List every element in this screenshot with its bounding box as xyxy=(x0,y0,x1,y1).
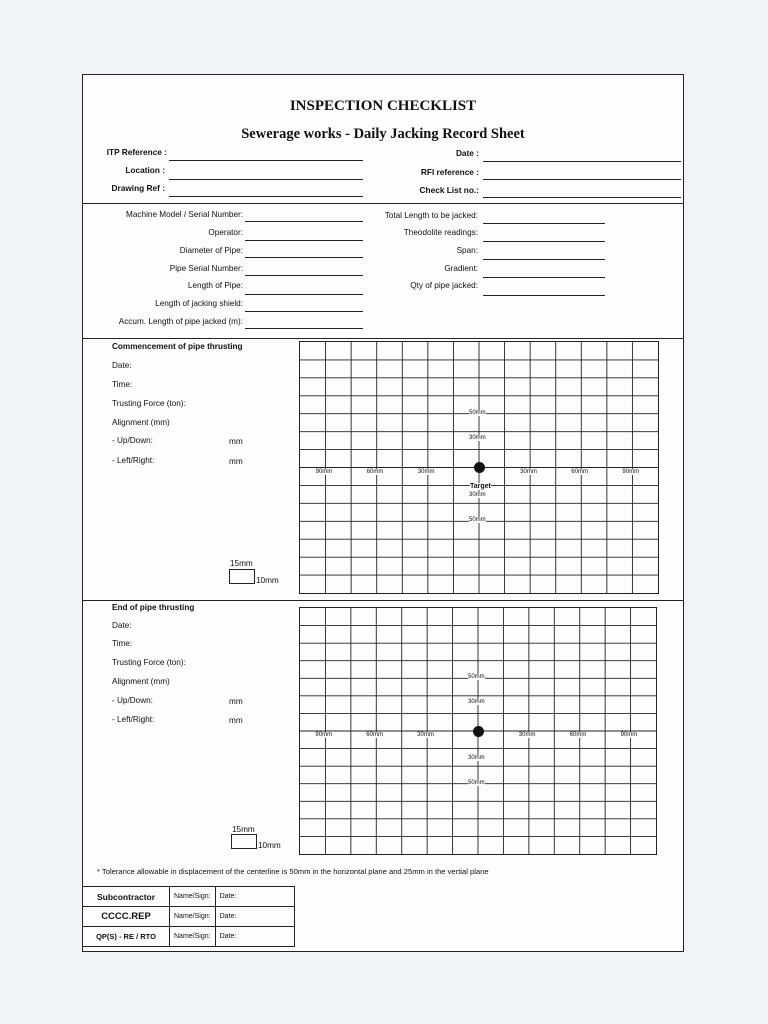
date-label: Date : xyxy=(455,148,479,158)
page-title: INSPECTION CHECKLIST xyxy=(289,98,477,114)
drawing-ref-label: Drawing Ref : xyxy=(111,183,165,193)
axis-tick-label: 30mm xyxy=(469,434,486,441)
span-label: Span: xyxy=(456,246,478,255)
axis-tick-label: 30mm xyxy=(468,698,485,705)
date-field[interactable]: Date: xyxy=(215,927,294,947)
span-field[interactable] xyxy=(483,259,605,260)
target-point xyxy=(473,726,484,737)
end-time-label: Time: xyxy=(112,639,133,648)
gradient-label: Gradient: xyxy=(444,264,478,273)
target-point xyxy=(474,462,485,473)
end-title: End of pipe thrusting xyxy=(112,603,195,612)
check-list-no-label: Check List no.: xyxy=(419,185,479,195)
diameter-label: Diameter of Pipe: xyxy=(179,246,243,255)
scale-width-label: 15mm xyxy=(230,559,253,568)
scale-width-label: 15mm xyxy=(232,825,255,834)
axis-tick-label: 50mm xyxy=(468,779,485,786)
commencement-alignment-label: Alignment (mm) xyxy=(112,418,170,427)
end-alignment-label: Alignment (mm) xyxy=(112,677,170,686)
axis-tick-label: 60mm xyxy=(571,468,588,475)
axis-tick-label: 50mm xyxy=(469,409,486,416)
end-leftright-label: - Left/Right: xyxy=(112,715,155,724)
length-of-pipe-field[interactable] xyxy=(245,294,363,295)
commencement-force-label: Trusting Force (ton): xyxy=(112,399,186,408)
axis-tick-label: 60mm xyxy=(366,468,384,475)
shield-length-label: Length of jacking shield: xyxy=(155,299,243,308)
location-label: Location : xyxy=(125,165,165,175)
axis-tick-label: 60mm xyxy=(366,732,383,738)
axis-tick-label: 60mm xyxy=(569,732,587,738)
total-length-label: Total Length to be jacked: xyxy=(384,211,478,220)
axis-tick-label: 90mm xyxy=(315,732,333,738)
alignment-grid-start xyxy=(299,341,659,594)
unit-label: mm xyxy=(229,457,243,466)
axis-tick-label: 30mm xyxy=(469,492,486,499)
axis-tick-label: 50mm xyxy=(468,674,485,681)
diameter-field[interactable] xyxy=(245,257,363,258)
axis-tick-label: 30mm xyxy=(520,468,537,475)
pipe-serial-field[interactable] xyxy=(245,275,363,276)
shield-length-field[interactable] xyxy=(245,311,363,312)
divider xyxy=(83,338,683,339)
operator-field[interactable] xyxy=(245,240,363,241)
theodolite-field[interactable] xyxy=(483,241,605,242)
accum-length-label: Accum. Length of pipe jacked (m): xyxy=(118,317,243,326)
scale-height-label: 10mm xyxy=(256,576,279,585)
page-subtitle: Sewerage works - Daily Jacking Record Sheet xyxy=(241,126,525,142)
date-field[interactable]: Date: xyxy=(215,887,294,907)
table-row xyxy=(83,907,295,927)
table-row xyxy=(83,927,295,947)
commencement-title: Commencement of pipe thrusting xyxy=(112,342,243,351)
tolerance-note: * Tolerance allowable in displacement of the centerline is 50mm in the horizontal plane and 25mm in the vertial plane xyxy=(97,867,489,876)
length-of-pipe-label: Length of Pipe: xyxy=(187,281,243,290)
qty-jacked-field[interactable] xyxy=(483,295,605,296)
axis-tick-label: 90mm xyxy=(620,732,638,738)
gradient-field[interactable] xyxy=(483,277,605,278)
rfi-reference-field[interactable] xyxy=(483,179,681,180)
divider xyxy=(83,203,683,204)
commencement-date-label: Date: xyxy=(112,361,132,370)
scale-height-label: 10mm xyxy=(258,841,281,850)
operator-label: Operator: xyxy=(208,228,243,237)
machine-model-label: Machine Model / Serial Number: xyxy=(126,210,243,219)
theodolite-label: Theodolite readings: xyxy=(403,228,478,237)
end-updown-label: - Up/Down: xyxy=(112,696,153,705)
end-force-label: Trusting Force (ton): xyxy=(112,658,186,667)
drawing-ref-field[interactable] xyxy=(169,196,363,197)
target-label: Target xyxy=(470,482,491,490)
unit-label: mm xyxy=(229,437,243,446)
total-length-field[interactable] xyxy=(483,223,605,224)
machine-model-field[interactable] xyxy=(245,221,363,222)
alignment-grid-end xyxy=(299,607,657,855)
name-sign-field[interactable]: Name/Sign: xyxy=(170,927,216,947)
axis-tick-label: 90mm xyxy=(315,468,333,475)
accum-length-field[interactable] xyxy=(245,328,363,329)
name-sign-field[interactable]: Name/Sign: xyxy=(170,907,216,927)
rfi-reference-label: RFI reference : xyxy=(420,167,479,177)
pipe-serial-label: Pipe Serial Number: xyxy=(169,264,243,273)
signature-table xyxy=(82,886,295,947)
qty-jacked-label: Qty of pipe jacked: xyxy=(410,281,478,290)
commencement-leftright-label: - Left/Right: xyxy=(112,456,155,465)
scale-box xyxy=(229,569,255,584)
table-row xyxy=(83,887,295,907)
axis-tick-label: 30mm xyxy=(417,732,434,738)
role-cccc-rep: CCCC.REP xyxy=(83,907,170,927)
end-date-label: Date: xyxy=(112,621,132,630)
role-qp-re-rto: QP(S) - RE / RTO xyxy=(83,927,170,947)
role-subcontractor: Subcontractor xyxy=(83,887,170,907)
checklist-sheet xyxy=(82,74,684,952)
commencement-updown-label: - Up/Down: xyxy=(112,436,153,445)
date-field[interactable] xyxy=(483,161,681,162)
check-list-no-field[interactable] xyxy=(483,197,681,198)
date-field[interactable]: Date: xyxy=(215,907,294,927)
name-sign-field[interactable]: Name/Sign: xyxy=(170,887,216,907)
axis-tick-label: 30mm xyxy=(518,732,536,738)
axis-tick-label: 50mm xyxy=(469,517,486,524)
axis-tick-label: 30mm xyxy=(417,468,435,475)
itp-reference-field[interactable] xyxy=(169,160,363,161)
unit-label: mm xyxy=(229,697,243,706)
divider xyxy=(83,600,683,601)
scale-box xyxy=(231,834,257,849)
location-field[interactable] xyxy=(169,179,363,180)
axis-tick-label: 30mm xyxy=(468,755,485,762)
unit-label: mm xyxy=(229,716,243,725)
commencement-time-label: Time: xyxy=(112,380,133,389)
axis-tick-label: 90mm xyxy=(622,468,640,475)
itp-reference-label: ITP Reference : xyxy=(106,147,167,157)
